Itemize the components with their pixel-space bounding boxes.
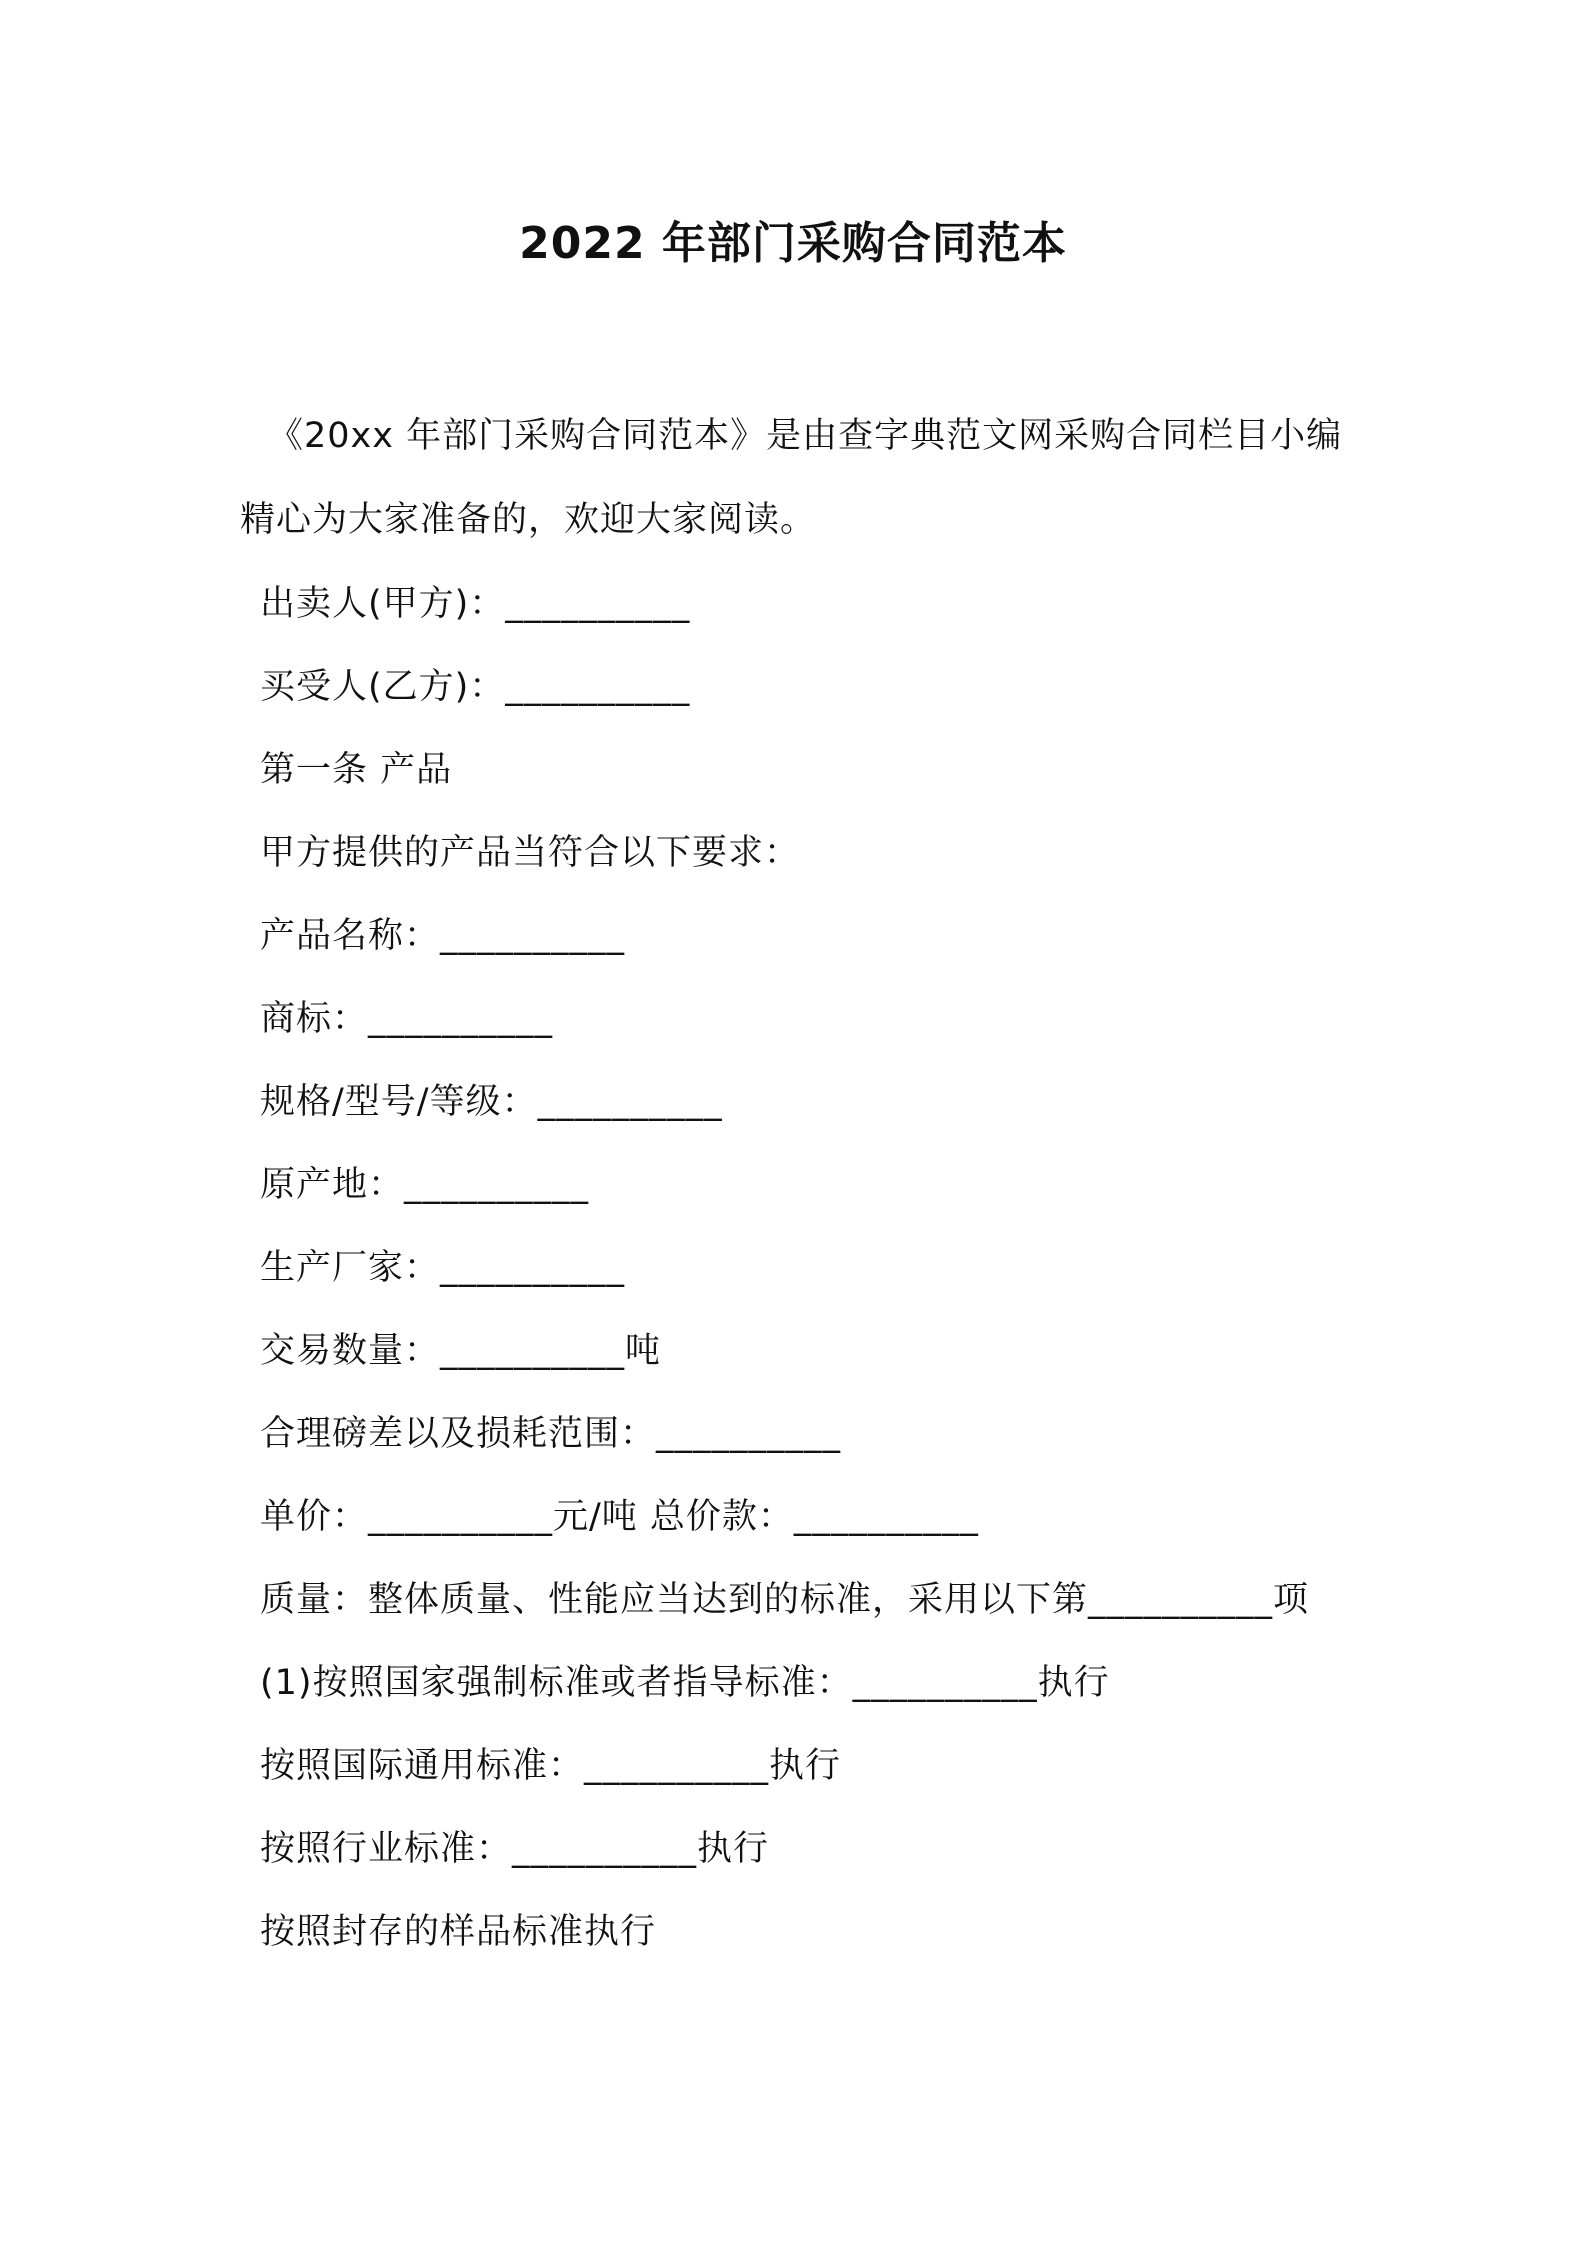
intro-line-1: 《20xx 年部门采购合同范本》是由查字典范文网采购合同栏目小编: [268, 416, 1343, 456]
product-requirements-line: 甲方提供的产品当符合以下要求：: [260, 833, 801, 873]
intro-line-2: 精心为大家准备的，欢迎大家阅读。: [240, 500, 817, 540]
loss-range-line: 合理磅差以及损耗范围：__________: [260, 1414, 842, 1454]
document-title: 2022 年部门采购合同范本: [519, 218, 1067, 269]
article-one-heading: 第一条 产品: [260, 750, 453, 790]
price-line: 单价：__________元/吨 总价款：__________: [260, 1497, 979, 1537]
sample-standard-line: 按照封存的样品标准执行: [260, 1912, 657, 1952]
origin-line: 原产地：__________: [260, 1165, 590, 1205]
industry-standard-line: 按照行业标准：__________执行: [260, 1829, 770, 1869]
product-name-line: 产品名称：__________: [260, 916, 626, 956]
trademark-line: 商标：__________: [260, 999, 554, 1039]
spec-line: 规格/型号/等级：__________: [260, 1082, 723, 1122]
quality-line: 质量：整体质量、性能应当达到的标准，采用以下第__________项: [260, 1580, 1310, 1620]
seller-line: 出卖人(甲方)：__________: [260, 584, 691, 624]
international-standard-line: 按照国际通用标准：__________执行: [260, 1746, 842, 1786]
buyer-line: 买受人(乙方)：__________: [260, 667, 691, 707]
manufacturer-line: 生产厂家：__________: [260, 1248, 626, 1288]
national-standard-line: (1)按照国家强制标准或者指导标准：__________执行: [260, 1663, 1110, 1703]
quantity-line: 交易数量：__________吨: [260, 1331, 662, 1371]
